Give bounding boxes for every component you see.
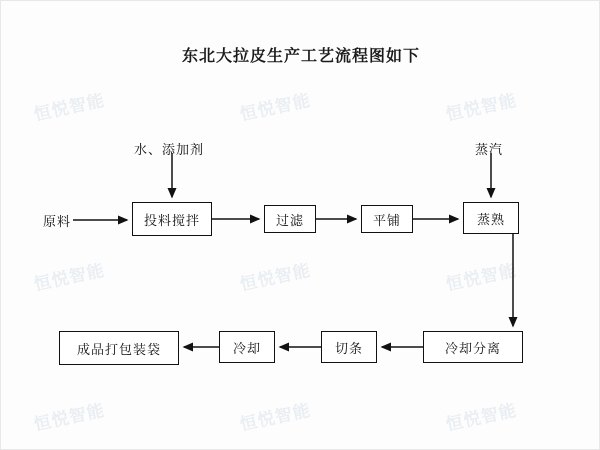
node-spreading[interactable]: 平铺 (361, 205, 413, 233)
watermark: 恒悦智能 (444, 90, 519, 126)
watermark: 恒悦智能 (238, 260, 313, 296)
watermark: 恒悦智能 (444, 260, 519, 296)
node-cooling-separation[interactable]: 冷却分离 (423, 331, 523, 363)
label-water-additive: 水、添加剂 (134, 143, 205, 158)
node-steaming[interactable]: 蒸熟 (463, 202, 519, 234)
page-title: 东北大拉皮生产工艺流程图如下 (181, 46, 420, 65)
watermark: 恒悦智能 (238, 400, 313, 436)
node-packaging[interactable]: 成品打包装袋 (59, 331, 179, 365)
node-cooling[interactable]: 冷却 (219, 331, 275, 363)
watermark: 恒悦智能 (32, 400, 107, 436)
watermark: 恒悦智能 (444, 400, 519, 436)
node-filtering[interactable]: 过滤 (264, 205, 316, 233)
watermark: 恒悦智能 (32, 260, 107, 296)
label-steam: 蒸汽 (475, 143, 504, 158)
node-cutting[interactable]: 切条 (321, 331, 377, 363)
node-feeding-mixing[interactable]: 投料搅拌 (132, 202, 212, 236)
label-raw-material: 原料 (43, 215, 72, 230)
watermark: 恒悦智能 (238, 90, 313, 126)
watermark: 恒悦智能 (32, 90, 107, 126)
